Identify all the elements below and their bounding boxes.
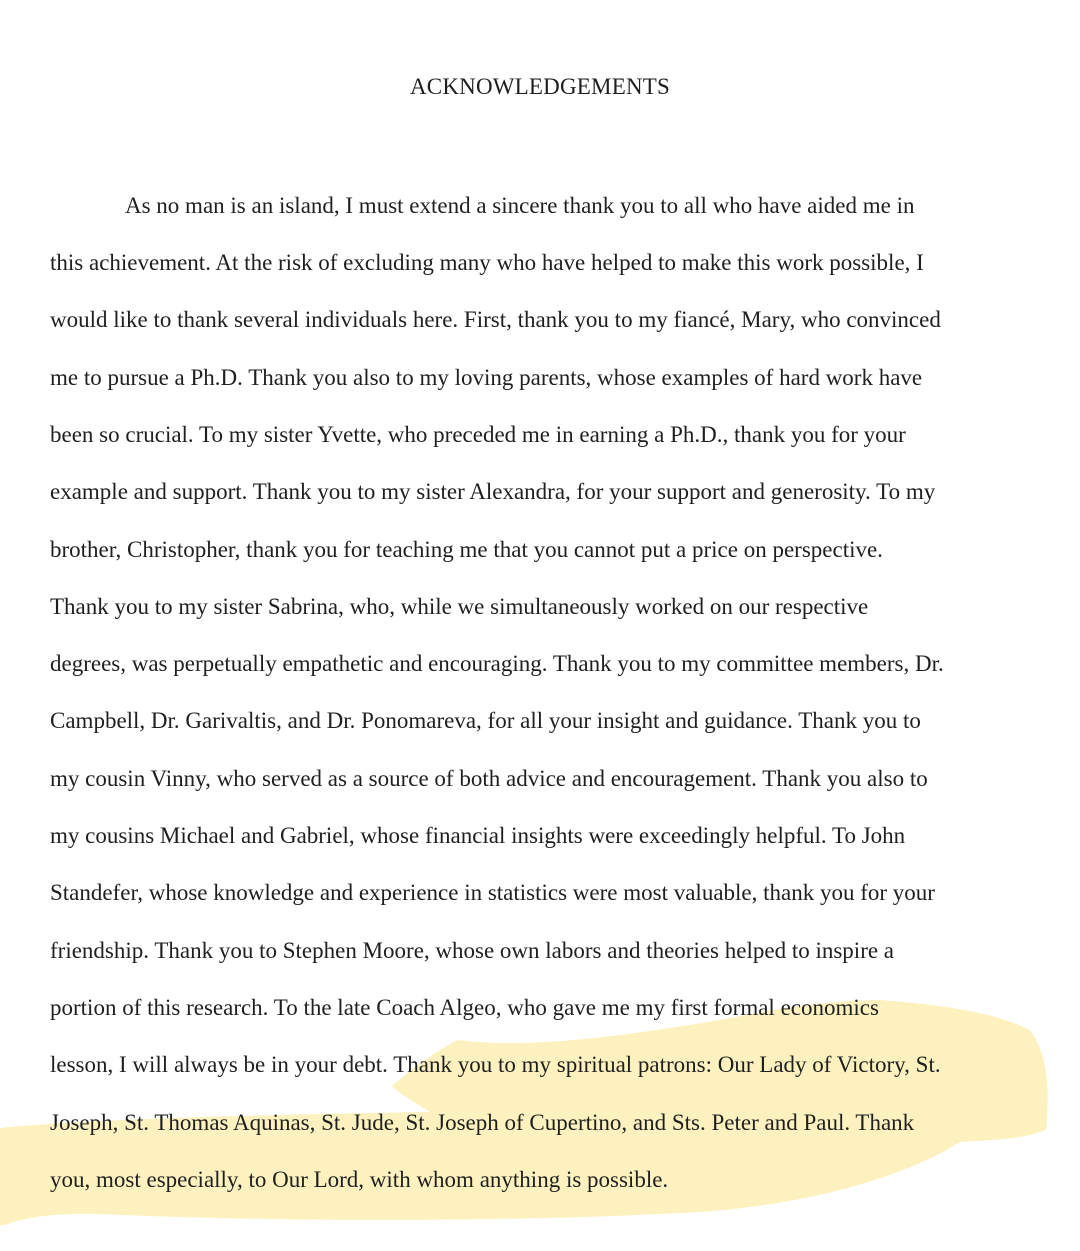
paragraph-line: me to pursue a Ph.D. Thank you also to my loving parents, whose examples of hard work have: [50, 365, 923, 390]
paragraph-line: Standefer, whose knowledge and experience in statistics were most valuable, thank you for your: [50, 880, 935, 905]
paragraph-line: friendship. Thank you to Stephen Moore, whose own labors and theories helped to inspire a: [50, 938, 895, 963]
paragraph-line: my cousin Vinny, who served as a source of both advice and encouragement. Thank you also to: [50, 766, 928, 791]
paragraph-line: As no man is an island, I must extend a sincere thank you to all who have aided me in: [125, 193, 915, 218]
paragraph-line: lesson, I will always be in your debt. Thank you to my spiritual patrons: Our Lady of Victory, St.: [50, 1052, 941, 1077]
paragraph-line: Joseph, St. Thomas Aquinas, St. Jude, St. Joseph of Cupertino, and Sts. Peter and Paul. Thank: [50, 1110, 915, 1135]
paragraph-line: Thank you to my sister Sabrina, who, while we simultaneously worked on our respective: [50, 594, 869, 619]
paragraph-line: you, most especially, to Our Lord, with whom anything is possible.: [50, 1167, 669, 1192]
paragraph-line: brother, Christopher, thank you for teaching me that you cannot put a price on perspective.: [50, 537, 883, 562]
paragraph-line: would like to thank several individuals here. First, thank you to my fiancé, Mary, who convinced: [50, 307, 941, 332]
paragraph-line: my cousins Michael and Gabriel, whose financial insights were exceedingly helpful. To John: [50, 823, 906, 848]
paragraph-line: Campbell, Dr. Garivaltis, and Dr. Ponomareva, for all your insight and guidance. Thank you to: [50, 708, 921, 733]
page-title: ACKNOWLEDGEMENTS: [409, 74, 670, 99]
paragraph-line: this achievement. At the risk of excluding many who have helped to make this work possible, I: [50, 250, 924, 275]
paragraph-line: degrees, was perpetually empathetic and encouraging. Thank you to my committee members, Dr.: [50, 651, 944, 676]
paragraph-line: been so crucial. To my sister Yvette, who preceded me in earning a Ph.D., thank you for your: [50, 422, 906, 447]
paragraph-line: example and support. Thank you to my sister Alexandra, for your support and generosity. To my: [50, 479, 936, 504]
paragraph-line: portion of this research. To the late Coach Algeo, who gave me my first formal economics: [50, 995, 879, 1020]
